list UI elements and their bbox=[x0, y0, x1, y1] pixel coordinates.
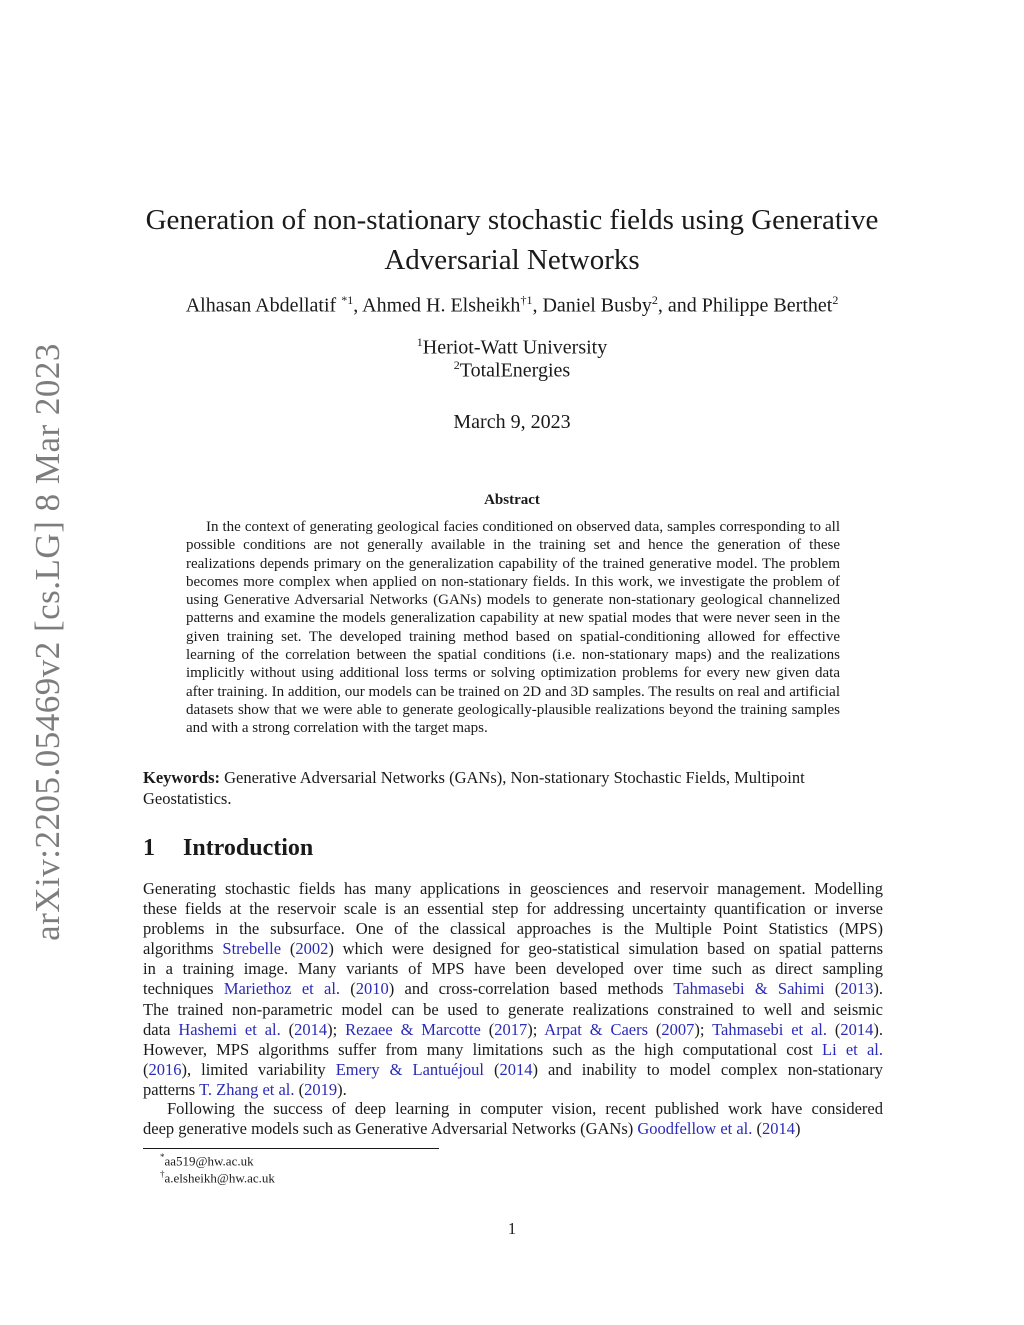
section-title: Introduction bbox=[183, 835, 314, 861]
citation-link[interactable]: 2002 bbox=[295, 939, 329, 959]
footnote-mark: † bbox=[160, 1169, 165, 1179]
affiliation-mark: 1 bbox=[416, 335, 423, 349]
author-separator: , bbox=[532, 294, 543, 317]
paragraph-text: problems in the subsurface. One of the classical approaches is the Multiple Point Statistics (MPS) bbox=[143, 919, 883, 939]
abstract-body: In the context of generating geological facies conditioned on observed data, samples corresponding to all possible conditions are not generally available in the training set and hence the generation of these realizations depends primary on the generalization capability of the trained generative model. The problem becomes more complex when applied on non-stationary fields. In this work, we investigate the problem of using Generative Adversarial Networks (GANs) models to generate non-stationary geological channelized patterns and examine the models generalization capability at new spatial modes that were never seen in the given training set. The developed training method based on spatial-conditioning allowed for effective learning of the correlation between the spatial conditions (i.e. non-stationary maps) and the realizations implicitly without using additional loss terms or solving optimization problems for every new given data after training. In addition, our models can be trained on 2D and 3D samples. The results on real and artificial datasets show that we were able to generate geologically-plausible realizations beyond the training samples and with a strong correlation with the target maps. bbox=[186, 519, 840, 737]
arxiv-stamp-text: arXiv:2205.05469v2 [cs.LG] 8 Mar 2023 bbox=[28, 343, 68, 941]
intro-paragraph-1 bbox=[143, 879, 883, 1100]
paragraph-text: these fields at the reservoir scale is an essential step for addressing uncertainty quantification or inverse bbox=[143, 899, 883, 919]
citation-link[interactable]: Tahmasebi & Sahimi bbox=[673, 979, 825, 999]
paragraph-text: ). bbox=[873, 979, 884, 999]
paragraph-line bbox=[143, 919, 883, 939]
paragraph-text: algorithms bbox=[143, 939, 223, 959]
footnote-rule bbox=[143, 1148, 439, 1149]
paragraph-line bbox=[143, 1020, 883, 1040]
paragraph-text: ) and cross-correlation based methods bbox=[388, 979, 674, 999]
paragraph-text: ( bbox=[294, 1079, 305, 1099]
author-name: Philippe Berthet bbox=[701, 294, 833, 317]
paragraph-text: ) which were designed for geo-statistical simulation based on spatial patterns bbox=[328, 939, 883, 959]
paragraph-text: ). bbox=[337, 1079, 347, 1099]
paragraph-text: ); bbox=[327, 1019, 346, 1039]
paragraph-line bbox=[143, 1060, 883, 1080]
paragraph-text: ) and inability to model complex non-stationary bbox=[532, 1059, 883, 1079]
paragraph-text: ( bbox=[483, 1059, 500, 1079]
citation-link[interactable]: Tahmasebi et al. bbox=[712, 1019, 828, 1039]
paragraph-text: deep generative models such as Generative Adversarial Networks (GANs) bbox=[143, 1119, 638, 1139]
author-list bbox=[120, 293, 904, 318]
paragraph-text: ( bbox=[827, 1019, 841, 1039]
citation-link[interactable]: Hashemi et al. bbox=[178, 1019, 281, 1039]
citation-link[interactable]: Rezaee & Marcotte bbox=[345, 1019, 481, 1039]
paragraph-text: ( bbox=[824, 979, 841, 999]
affiliation-mark: 2 bbox=[453, 358, 460, 372]
paragraph-text: ( bbox=[752, 1119, 763, 1139]
paragraph-text: ); bbox=[527, 1019, 545, 1039]
citation-link[interactable]: 2014 bbox=[294, 1019, 328, 1039]
paragraph-text: techniques bbox=[143, 979, 224, 999]
citation-link[interactable]: Emery & Lantuéjoul bbox=[335, 1059, 484, 1079]
paragraph-text: ) bbox=[795, 1119, 801, 1139]
affiliation-name: TotalEnergies bbox=[459, 359, 571, 382]
footnote-mark: * bbox=[160, 1152, 165, 1162]
citation-link[interactable]: Li et al. bbox=[822, 1039, 883, 1059]
author-mark: †1 bbox=[520, 293, 533, 307]
paragraph-text: Generating stochastic fields has many applications in geosciences and reservoir management. Modelling bbox=[143, 879, 883, 898]
paragraph-text: ( bbox=[280, 1019, 295, 1039]
keywords-text: Generative Adversarial Networks (GANs), Non-stationary Stochastic Fields, Multipoint Geostatistics. bbox=[143, 768, 805, 808]
paragraph-line bbox=[143, 979, 883, 999]
paragraph-text: ); bbox=[694, 1019, 713, 1039]
footnote-email: a.elsheikh@hw.ac.uk bbox=[164, 1170, 275, 1186]
author-mark: *1 bbox=[341, 293, 354, 307]
arxiv-stamp bbox=[18, 343, 78, 941]
paragraph-line bbox=[143, 1080, 883, 1100]
page-number: 1 bbox=[507, 1219, 517, 1238]
citation-link[interactable]: 2014 bbox=[499, 1059, 533, 1079]
paragraph-text: data bbox=[143, 1019, 179, 1039]
citation-link[interactable]: Goodfellow et al. bbox=[637, 1119, 753, 1139]
author-name: Ahmed H. Elsheikh bbox=[362, 294, 521, 317]
paragraph-text: ( bbox=[143, 1059, 149, 1079]
paper-title bbox=[140, 200, 884, 280]
keywords-label: Keywords: bbox=[143, 768, 220, 787]
author-mark: 2 bbox=[651, 293, 658, 307]
author-name: Daniel Busby bbox=[542, 294, 652, 317]
abstract-heading: Abstract bbox=[484, 492, 540, 508]
affiliation bbox=[200, 358, 824, 383]
citation-link[interactable]: 2016 bbox=[148, 1059, 182, 1079]
citation-link[interactable]: 2010 bbox=[355, 979, 389, 999]
paragraph-line bbox=[143, 1040, 883, 1060]
paragraph-line bbox=[143, 1000, 883, 1020]
paragraph-text: patterns bbox=[143, 1079, 200, 1099]
paragraph-line bbox=[143, 879, 883, 899]
affiliation-name: Heriot-Watt University bbox=[422, 336, 608, 359]
author-separator: , and bbox=[657, 294, 702, 317]
author-separator: , bbox=[353, 294, 363, 317]
paragraph-text: ( bbox=[340, 979, 356, 999]
section-heading bbox=[143, 835, 643, 862]
paragraph-line bbox=[143, 959, 883, 979]
citation-link[interactable]: Arpat & Caers bbox=[544, 1019, 649, 1039]
paragraph-line bbox=[143, 899, 883, 919]
citation-link[interactable]: 2019 bbox=[304, 1079, 338, 1099]
citation-link[interactable]: Mariethoz et al. bbox=[223, 979, 341, 999]
paragraph-text: The trained non-parametric model can be used to generate realizations constrained to well and seismic bbox=[143, 999, 883, 1019]
title-line-2: Adversarial Networks bbox=[384, 244, 640, 276]
paragraph-text: However, MPS algorithms suffer from many limitations such as the high computational cost bbox=[143, 1039, 822, 1059]
paragraph-text: ), limited variability bbox=[181, 1059, 336, 1079]
intro-paragraph-2 bbox=[143, 1099, 883, 1139]
title-line-1: Generation of non-stationary stochastic fields using Generative bbox=[145, 204, 879, 236]
footnote bbox=[160, 1152, 560, 1169]
keywords bbox=[143, 767, 883, 809]
citation-link[interactable]: 2007 bbox=[661, 1019, 695, 1039]
paragraph-text: ). bbox=[873, 1019, 884, 1039]
citation-link[interactable]: 2014 bbox=[840, 1019, 874, 1039]
citation-link[interactable]: 2014 bbox=[762, 1119, 796, 1139]
citation-link[interactable]: 2013 bbox=[840, 979, 874, 999]
paper-date: March 9, 2023 bbox=[453, 411, 571, 433]
citation-link[interactable]: Strebelle bbox=[222, 939, 282, 959]
author-mark: 2 bbox=[832, 293, 839, 307]
paragraph-text: ( bbox=[480, 1019, 495, 1039]
paragraph-text: ( bbox=[648, 1019, 662, 1039]
section-number: 1 bbox=[143, 835, 155, 861]
footnote bbox=[160, 1169, 560, 1186]
paragraph-line bbox=[143, 1099, 883, 1119]
paragraph-text: in a training image. Many variants of MPS have been developed over time such as direct sampling bbox=[143, 959, 883, 979]
paragraph-text: ( bbox=[281, 939, 296, 959]
paragraph-line bbox=[143, 1119, 883, 1139]
citation-link[interactable]: T. Zhang et al. bbox=[199, 1079, 295, 1099]
affiliation bbox=[200, 335, 824, 360]
footnote-email: aa519@hw.ac.uk bbox=[164, 1153, 254, 1169]
paragraph-text: Following the success of deep learning in computer vision, recent published work have considered bbox=[167, 1099, 883, 1118]
paragraph-line bbox=[143, 939, 883, 959]
citation-link[interactable]: 2017 bbox=[494, 1019, 528, 1039]
author-name: Alhasan Abdellatif bbox=[185, 294, 342, 317]
